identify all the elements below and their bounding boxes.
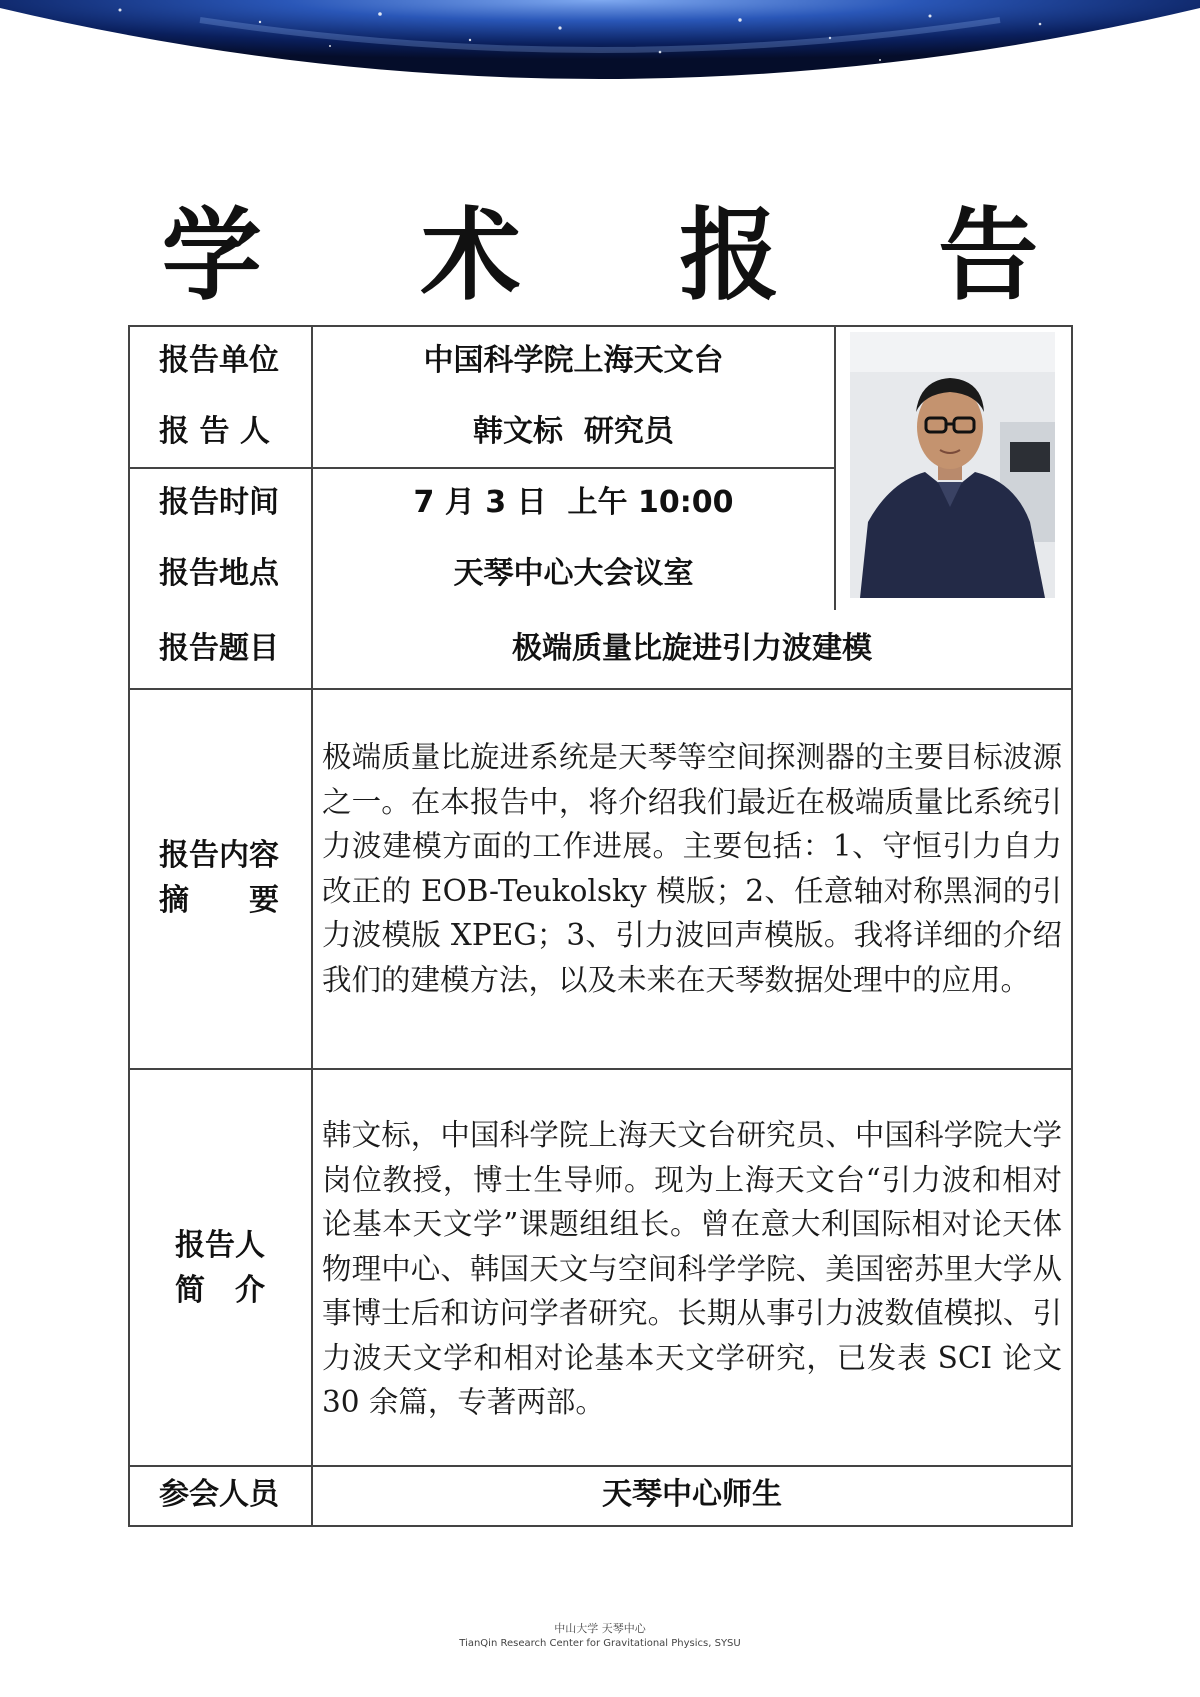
label-abstract-line2: 摘 要 [159,883,279,918]
page-title: 学 术 报 告 [161,196,1101,314]
value-location: 天琴中心大会议室 [453,556,694,591]
label-attendees: 参会人员 [159,1477,279,1512]
label-speaker: 报 告 人 [159,414,270,449]
value-speaker: 韩文标 研究员 [473,414,674,449]
label-unit: 报告单位 [159,343,279,378]
label-bio-line1: 报告人 [175,1228,265,1263]
label-time: 报告时间 [159,485,279,520]
value-time: 7 月 3 日 上午 10:00 [413,485,734,520]
abstract-text: 极端质量比旋进系统是天琴等空间探测器的主要目标波源之一。在本报告中，将介绍我们最近在极端质量比系统引力波建模方面的工作进展。主要包括：1、守恒引力自力改正的 EOB-Teukolsky 模版；2、任意轴对称黑洞的引力波模版 XPEG；3、引力波回声模版。我将详细的介绍我们的建模方法，以及未来在天琴数据处理中的应用。 [322,740,1062,997]
bio-text: 韩文标，中国科学院上海天文台研究员、中国科学院大学岗位教授，博士生导师。现为上海天文台“引力波和相对论基本天文学”课题组组长。曾在意大利国际相对论天体物理中心、韩国天文与空间科学学院、美国密苏里大学从事博士后和访问学者研究。长期从事引力波数值模拟、引力波天文学和相对论基本天文学研究，已发表 SCI 论文 30 余篇，专著两部。 [322,1118,1062,1419]
label-location: 报告地点 [159,556,279,591]
label-abstract-line1: 报告内容 [159,838,279,873]
space-banner [0,0,1200,110]
speaker-photo [850,332,1055,598]
label-topic: 报告题目 [159,631,279,666]
value-unit: 中国科学院上海天文台 [423,343,724,378]
footer-org-en: TianQin Research Center for Gravitational Physics, SYSU [459,1638,741,1649]
value-topic: 极端质量比旋进引力波建模 [512,631,872,666]
footer-org-cn: 中山大学 天琴中心 [554,1622,646,1635]
label-bio-line2: 简 介 [175,1273,265,1308]
value-attendees: 天琴中心师生 [602,1477,782,1512]
